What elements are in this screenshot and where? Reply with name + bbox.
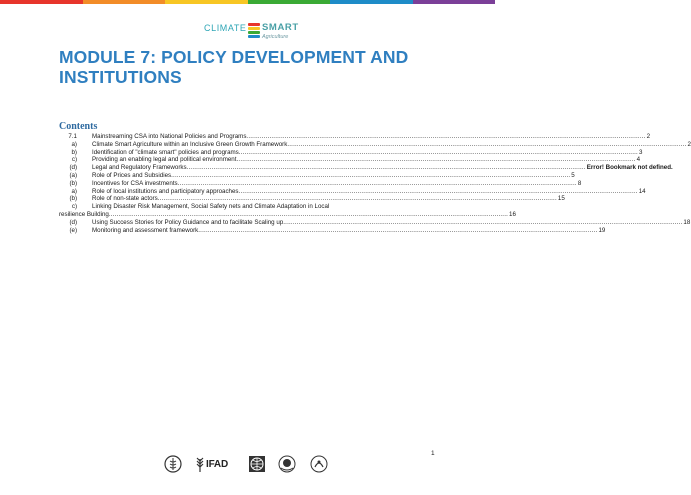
- fao-emblem-icon: [164, 455, 182, 473]
- toc-row[interactable]: [59, 133, 651, 141]
- toc-number: c): [71, 156, 77, 164]
- toc-number: a): [71, 187, 77, 195]
- toc-label: Role of local institutions and participatory approaches: [92, 187, 239, 195]
- toc-leader-dots: [109, 211, 508, 219]
- toc-row[interactable]: [59, 156, 641, 164]
- toc-leader-dots: [239, 188, 638, 196]
- toc-leader-dots: [187, 164, 586, 172]
- toc-number: (d): [69, 218, 77, 226]
- toc-row[interactable]: [59, 187, 646, 196]
- toc-label: Providing an enabling legal and political environment: [92, 156, 237, 164]
- toc-row[interactable]: [59, 164, 673, 172]
- toc-row[interactable]: [59, 179, 582, 188]
- logo-subtitle: Agriculture: [262, 34, 289, 40]
- toc-row[interactable]: [59, 203, 437, 211]
- wfp-emblem-icon: [310, 455, 328, 473]
- contents-heading: Contents: [59, 121, 98, 132]
- toc-row[interactable]: [59, 218, 691, 227]
- toc-row[interactable]: [59, 226, 606, 235]
- ifad-logo-text: IFAD: [206, 459, 228, 470]
- toc-page-number: 3: [638, 148, 643, 156]
- unep-emblem-icon: [278, 455, 296, 473]
- toc-number: a): [71, 140, 77, 148]
- toc-label: Linking Disaster Risk Management, Social Safety nets and Climate Adaptation in Local: [92, 203, 330, 211]
- toc-row[interactable]: [59, 171, 575, 180]
- toc-leader-dots: [246, 133, 645, 141]
- toc-leader-dots: [236, 156, 635, 164]
- brand-color-strip: [0, 0, 495, 4]
- leaf-emblem-icon: [246, 21, 262, 39]
- toc-number: (e): [69, 226, 77, 234]
- toc-label: Legal and Regulatory Frameworks: [92, 164, 187, 172]
- toc-row[interactable]: [59, 210, 516, 219]
- toc-number: (b): [69, 195, 77, 203]
- toc-leader-dots: [158, 195, 557, 203]
- logo-word-climate: CLIMATE: [204, 23, 247, 33]
- toc-leader-dots: [198, 227, 597, 235]
- toc-number: (a): [69, 171, 77, 179]
- color-stripe-orange: [83, 0, 166, 4]
- toc-number: 7.1: [68, 133, 77, 140]
- toc-page-number: 4: [636, 156, 641, 164]
- toc-label: Mainstreaming CSA into National Policies and Programs: [92, 133, 247, 140]
- color-stripe-blue: [330, 0, 413, 4]
- toc-number: b): [71, 148, 77, 156]
- color-stripe-yellow: [165, 0, 248, 4]
- toc-page-number: 8: [577, 179, 582, 187]
- climate-smart-logo: [202, 16, 298, 46]
- color-stripe-red: [0, 0, 83, 4]
- toc-row[interactable]: [59, 140, 691, 149]
- toc-page-number: 15: [557, 195, 565, 203]
- toc-page-number: 2: [646, 133, 651, 140]
- color-stripe-purple: [413, 0, 496, 4]
- page-title: MODULE 7: POLICY DEVELOPMENT AND INSTITUTIONS: [59, 47, 409, 87]
- toc-label: Role of Prices and Subsidies: [92, 171, 172, 179]
- toc-number: (d): [69, 164, 77, 172]
- toc-row[interactable]: [59, 195, 565, 203]
- toc-label: Using Success Stories for Policy Guidance and to facilitate Scaling up: [92, 218, 284, 226]
- toc-leader-dots: [283, 219, 682, 227]
- color-stripe-green: [248, 0, 331, 4]
- toc-number: (b): [69, 179, 77, 187]
- toc-leader-dots: [287, 141, 686, 149]
- toc-page-number: 19: [598, 226, 606, 234]
- logo-word-smart: SMART: [262, 22, 299, 33]
- ifad-wheat-icon: [194, 455, 206, 473]
- toc-page-number: 2: [687, 140, 691, 148]
- toc-page-number: 14: [638, 187, 646, 195]
- toc-row[interactable]: [59, 148, 643, 157]
- toc-label: Monitoring and assessment framework: [92, 226, 199, 234]
- table-of-contents: [59, 133, 691, 234]
- toc-leader-dots: [239, 149, 638, 157]
- toc-page-number: Error! Bookmark not defined.: [586, 164, 673, 172]
- toc-page-number: 18: [683, 218, 691, 226]
- toc-page-number: 5: [571, 171, 575, 179]
- toc-label: Role of non-state actors: [92, 195, 158, 203]
- partner-logos: [164, 455, 334, 475]
- toc-leader-dots: [171, 172, 570, 180]
- toc-page-number: 16: [509, 210, 516, 218]
- toc-label: Incentives for CSA investments: [92, 179, 178, 187]
- toc-label: resilience Building: [59, 210, 109, 218]
- toc-leader-dots: [178, 180, 577, 188]
- toc-label: Climate Smart Agriculture within an Inclusive Green Growth Framework: [92, 140, 288, 148]
- world-bank-globe-icon: [248, 455, 266, 473]
- page-number: 1: [431, 450, 435, 457]
- toc-number: c): [71, 203, 77, 211]
- toc-label: Identification of "climate smart" policies and programs: [92, 148, 239, 156]
